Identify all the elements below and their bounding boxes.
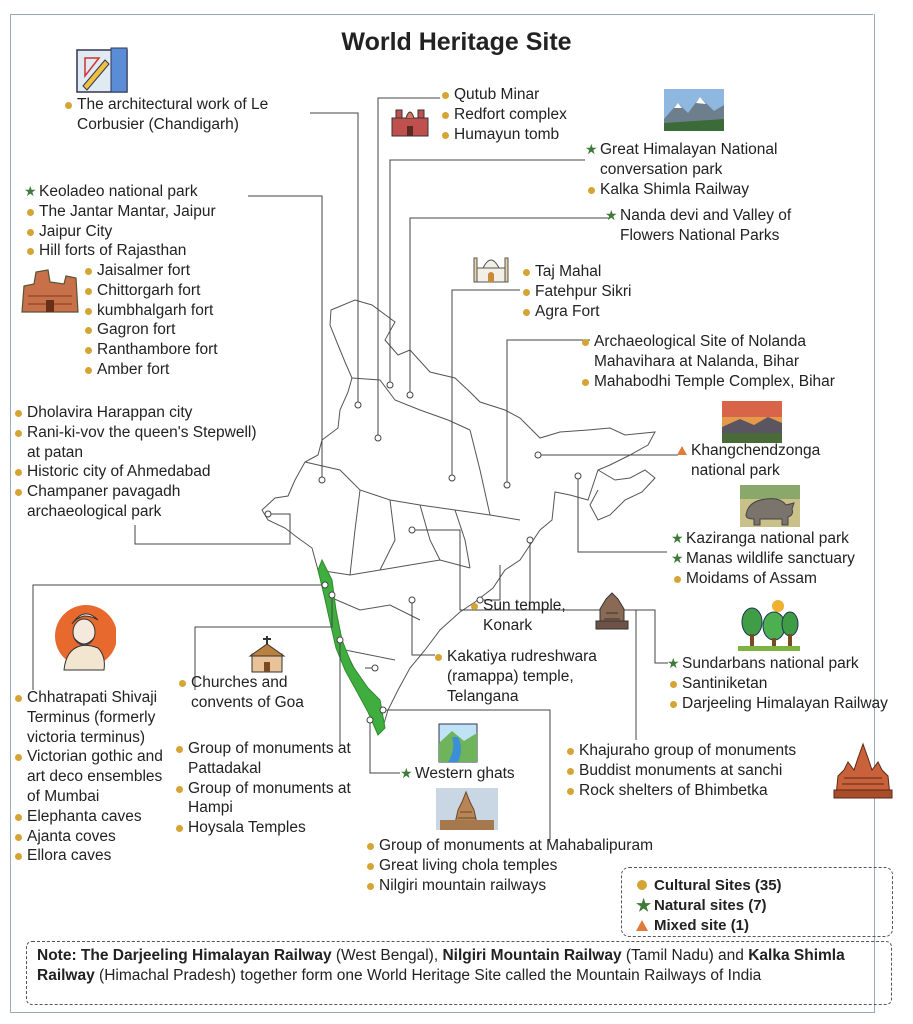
state-border	[380, 500, 395, 570]
group-tamilnadu	[364, 836, 653, 895]
site-label: Great Himalayan National conversation park	[600, 141, 778, 178]
state-border	[420, 505, 440, 560]
natural-star-icon: ★	[671, 530, 684, 546]
site-item	[173, 818, 373, 838]
site-item	[676, 441, 876, 481]
site-item	[173, 739, 373, 779]
natural-star-icon: ★	[671, 549, 684, 566]
site-item	[364, 856, 653, 876]
mixed-triangle-icon	[636, 916, 648, 937]
cultural-dot-icon	[62, 95, 74, 115]
cultural-dot-icon	[82, 340, 94, 360]
site-item	[667, 674, 907, 694]
site-item	[468, 596, 588, 636]
site-label: Agra Fort	[535, 302, 600, 320]
cultural-dot-icon	[12, 462, 24, 482]
cultural-dot-icon	[585, 180, 597, 200]
cultural-dot-icon	[432, 647, 444, 667]
sun-temple-icon	[592, 591, 632, 631]
site-item	[439, 105, 567, 125]
site-item	[585, 180, 835, 200]
site-label: Taj Mahal	[535, 263, 602, 280]
site-label: Elephanta caves	[27, 807, 142, 825]
site-item	[82, 301, 218, 321]
site-item	[671, 569, 855, 589]
cultural-dot-icon	[12, 747, 24, 767]
cultural-dot-icon	[24, 222, 36, 242]
group-bihar	[579, 332, 869, 391]
site-label: Hill forts of Rajasthan	[39, 242, 187, 260]
site-item	[12, 403, 257, 423]
blueprint-icon	[75, 46, 131, 96]
site-label: Ranthambore fort	[97, 341, 218, 359]
site-item	[24, 202, 216, 222]
church-icon	[247, 636, 287, 674]
cultural-dot-icon	[24, 241, 36, 261]
site-item	[439, 85, 567, 105]
leader-line-assam	[578, 476, 667, 552]
site-label: Chhatrapati Shivaji Terminus (formerly victoria terminus)	[27, 689, 158, 746]
taj-mahal-icon	[473, 250, 509, 284]
site-label: Chittorgarh fort	[97, 281, 201, 299]
cultural-dot-icon	[82, 301, 94, 321]
site-label: Rock shelters of Bhimbetka	[579, 781, 768, 799]
group-mp	[564, 741, 796, 800]
natural-star-icon: ★	[24, 183, 37, 199]
page-title: World Heritage Site	[341, 28, 572, 56]
leader-line-bihar	[507, 340, 590, 485]
group-karnataka	[173, 739, 373, 838]
site-item	[82, 360, 218, 380]
chola-temple-photo	[436, 788, 498, 830]
site-label: Sun temple, Konark	[483, 597, 566, 634]
northeast-outline	[590, 470, 655, 520]
state-border	[345, 650, 395, 660]
site-item	[82, 320, 218, 340]
cultural-dot-icon	[579, 372, 591, 392]
site-item	[82, 261, 218, 281]
cultural-dot-icon	[12, 827, 24, 847]
legend-cultural: Cultural Sites (35)	[632, 876, 882, 896]
group-rajasthan	[24, 182, 216, 261]
site-item	[667, 654, 907, 674]
cultural-dot-icon	[564, 741, 576, 761]
rajasthan-fort-icon	[20, 266, 80, 314]
group-himachal	[585, 140, 835, 199]
site-label: Great living chola temples	[379, 856, 558, 874]
site-label: Victorian gothic and art deco ensembles of Mumbai	[27, 748, 163, 805]
site-item	[12, 827, 170, 847]
natural-star-icon: ★	[400, 765, 413, 781]
site-item	[24, 182, 216, 202]
cultural-marker-icon	[636, 876, 648, 896]
site-item	[671, 549, 855, 569]
site-label: Ajanta coves	[27, 827, 116, 845]
cultural-dot-icon	[667, 694, 679, 714]
cultural-dot-icon	[12, 807, 24, 827]
state-border	[318, 560, 470, 575]
site-label: Rani-ki-vov the queen's Stepwell) at patan	[27, 423, 257, 461]
natural-star-icon: ★	[667, 655, 680, 671]
group-bengal	[667, 654, 907, 713]
red-fort-icon	[390, 104, 430, 138]
cultural-dot-icon	[667, 674, 679, 694]
site-label: Khangchendzonga national park	[691, 442, 821, 479]
leader-line-corbusier	[310, 113, 358, 405]
site-label: Amber fort	[97, 360, 170, 378]
cultural-dot-icon	[564, 761, 576, 781]
site-item	[12, 482, 257, 522]
khajuraho-temple-icon	[832, 740, 894, 800]
cultural-dot-icon	[579, 332, 591, 352]
cultural-dot-icon	[173, 739, 185, 759]
site-item	[12, 688, 170, 747]
cultural-dot-icon	[520, 302, 532, 322]
site-item	[176, 673, 346, 713]
shivaji-portrait-icon	[46, 600, 116, 672]
group-telangana	[432, 647, 637, 706]
site-item	[605, 206, 835, 246]
state-border	[350, 490, 360, 575]
forest-trees-icon	[738, 598, 800, 652]
site-item	[439, 125, 567, 145]
cultural-dot-icon	[82, 320, 94, 340]
site-item	[82, 340, 218, 360]
natural-star-icon: ★	[636, 896, 652, 915]
site-label: Fatehpur Sikri	[535, 282, 632, 300]
cultural-dot-icon	[82, 360, 94, 380]
footnote: Note: The Darjeeling Himalayan Railway (West Bengal), Nilgiri Mountain Railway (Tamil Nadu) and Kalka Shimla Railway (Himachal Pradesh) together form one World Heritage Site called the Mountain Railways of India	[26, 941, 892, 1005]
site-label: kumbhalgarh fort	[97, 301, 214, 319]
site-item	[12, 423, 257, 463]
group-assam	[671, 529, 855, 588]
cultural-dot-icon	[439, 85, 451, 105]
site-label: Nilgiri mountain railways	[379, 876, 547, 894]
mountains-photo	[664, 89, 724, 131]
site-item	[520, 302, 631, 322]
site-label: Manas wildlife sanctuary	[686, 549, 855, 567]
state-border	[325, 595, 420, 620]
cultural-dot-icon	[671, 569, 683, 589]
group-agra	[520, 262, 631, 321]
group-delhi	[439, 85, 567, 144]
site-label: Ellora caves	[27, 847, 112, 865]
site-label: Jaipur City	[39, 222, 113, 240]
group-sikkim	[676, 441, 876, 481]
cultural-dot-icon	[173, 779, 185, 799]
cultural-dot-icon	[439, 125, 451, 145]
site-label: Buddist monuments at sanchi	[579, 761, 783, 779]
site-label: The Jantar Mantar, Jaipur	[39, 202, 216, 220]
cultural-dot-icon	[520, 262, 532, 282]
site-label: Kakatiya rudreshwara (ramappa) temple, Telangana	[447, 648, 597, 705]
site-item	[82, 281, 218, 301]
group-gujarat	[12, 403, 257, 522]
legend-natural: ★ Natural sites (7)	[636, 896, 767, 915]
site-label: The architectural work of Le Corbusier (Chandigarh)	[77, 96, 269, 133]
site-label: Jaisalmer fort	[97, 262, 191, 279]
group-ghats	[400, 764, 515, 784]
site-label: Qutub Minar	[454, 86, 540, 103]
site-label: Mahabodhi Temple Complex, Bihar	[594, 372, 835, 390]
site-item	[12, 747, 170, 806]
cultural-dot-icon	[364, 876, 376, 896]
sunset-landscape-photo	[722, 401, 782, 443]
site-label: Redfort complex	[454, 105, 567, 123]
cultural-dot-icon	[12, 688, 24, 708]
map-legend	[621, 867, 893, 937]
site-label: Kaziranga national park	[686, 530, 849, 547]
site-label: Keoladeo national park	[39, 183, 198, 200]
site-item	[62, 95, 312, 135]
site-label: Hoysala Temples	[188, 819, 306, 837]
site-item	[24, 241, 216, 261]
waterfall-landscape-icon	[438, 723, 478, 763]
site-item	[12, 462, 257, 482]
natural-star-icon: ★	[585, 141, 598, 157]
site-label: Group of monuments at Hampi	[188, 779, 351, 817]
site-item	[12, 846, 170, 866]
cultural-dot-icon	[82, 281, 94, 301]
site-item	[585, 140, 835, 180]
legend-mixed: Mixed site (1)	[632, 916, 882, 936]
site-label: Darjeeling Himalayan Railway	[682, 694, 888, 712]
site-label: Group of monuments at Mahabalipuram	[379, 837, 653, 854]
group-uttarakhand	[605, 206, 835, 246]
site-item	[432, 647, 637, 706]
site-label: Archaeological Site of Nolanda Mahavihara at Nalanda, Bihar	[594, 333, 806, 370]
site-item	[400, 764, 515, 784]
site-label: Khajuraho group of monuments	[579, 742, 797, 759]
natural-star-icon: ★	[605, 207, 618, 223]
site-label: Humayun tomb	[454, 125, 560, 143]
cultural-dot-icon	[82, 261, 94, 281]
site-label: Moidams of Assam	[686, 569, 817, 587]
cultural-dot-icon	[12, 423, 24, 443]
state-border	[470, 430, 490, 515]
group-odisha	[468, 596, 588, 636]
mixed-triangle-icon	[676, 441, 688, 461]
site-label: Historic city of Ahmedabad	[27, 463, 211, 481]
cultural-dot-icon	[12, 482, 24, 502]
site-item	[24, 222, 216, 242]
site-label: Group of monuments at Pattadakal	[188, 740, 351, 777]
site-label: Sundarbans national park	[682, 655, 859, 672]
cultural-dot-icon	[520, 282, 532, 302]
site-item	[520, 262, 631, 282]
site-item	[564, 741, 796, 761]
site-label: Nanda devi and Valley of Flowers National Parks	[620, 207, 792, 244]
group-maharashtra	[12, 688, 170, 866]
site-label: Churches and convents of Goa	[191, 674, 304, 711]
cultural-dot-icon	[176, 673, 188, 693]
cultural-dot-icon	[173, 818, 185, 838]
site-label: Champaner pavagadh archaeological park	[27, 483, 181, 520]
site-item	[579, 332, 869, 372]
state-border	[305, 462, 520, 520]
site-item	[520, 282, 631, 302]
site-item	[667, 694, 907, 714]
cultural-dot-icon	[24, 202, 36, 222]
site-label: Santiniketan	[682, 674, 768, 692]
state-border	[455, 510, 470, 568]
site-item	[671, 529, 855, 549]
site-item	[564, 761, 796, 781]
cultural-dot-icon	[439, 105, 451, 125]
site-item	[579, 372, 869, 392]
rhinoceros-photo	[740, 485, 800, 527]
cultural-dot-icon	[12, 403, 24, 423]
site-item	[12, 807, 170, 827]
site-item	[173, 779, 373, 819]
site-label: Kalka Shimla Railway	[600, 180, 750, 198]
leader-line-agra	[452, 290, 520, 478]
cultural-dot-icon	[364, 856, 376, 876]
site-label: Dholavira Harappan city	[27, 404, 193, 421]
cultural-dot-icon	[364, 836, 376, 856]
group-corbusier	[62, 95, 312, 135]
group-rajasthan-forts	[82, 261, 218, 380]
cultural-dot-icon	[468, 596, 480, 616]
site-item	[564, 781, 796, 801]
leader-line-rajasthan	[248, 196, 322, 480]
site-label: Western ghats	[415, 765, 515, 782]
group-goa	[176, 673, 346, 713]
cultural-dot-icon	[564, 781, 576, 801]
cultural-dot-icon	[12, 846, 24, 866]
site-item	[364, 836, 653, 856]
site-item	[364, 876, 653, 896]
site-label: Gagron fort	[97, 321, 176, 339]
